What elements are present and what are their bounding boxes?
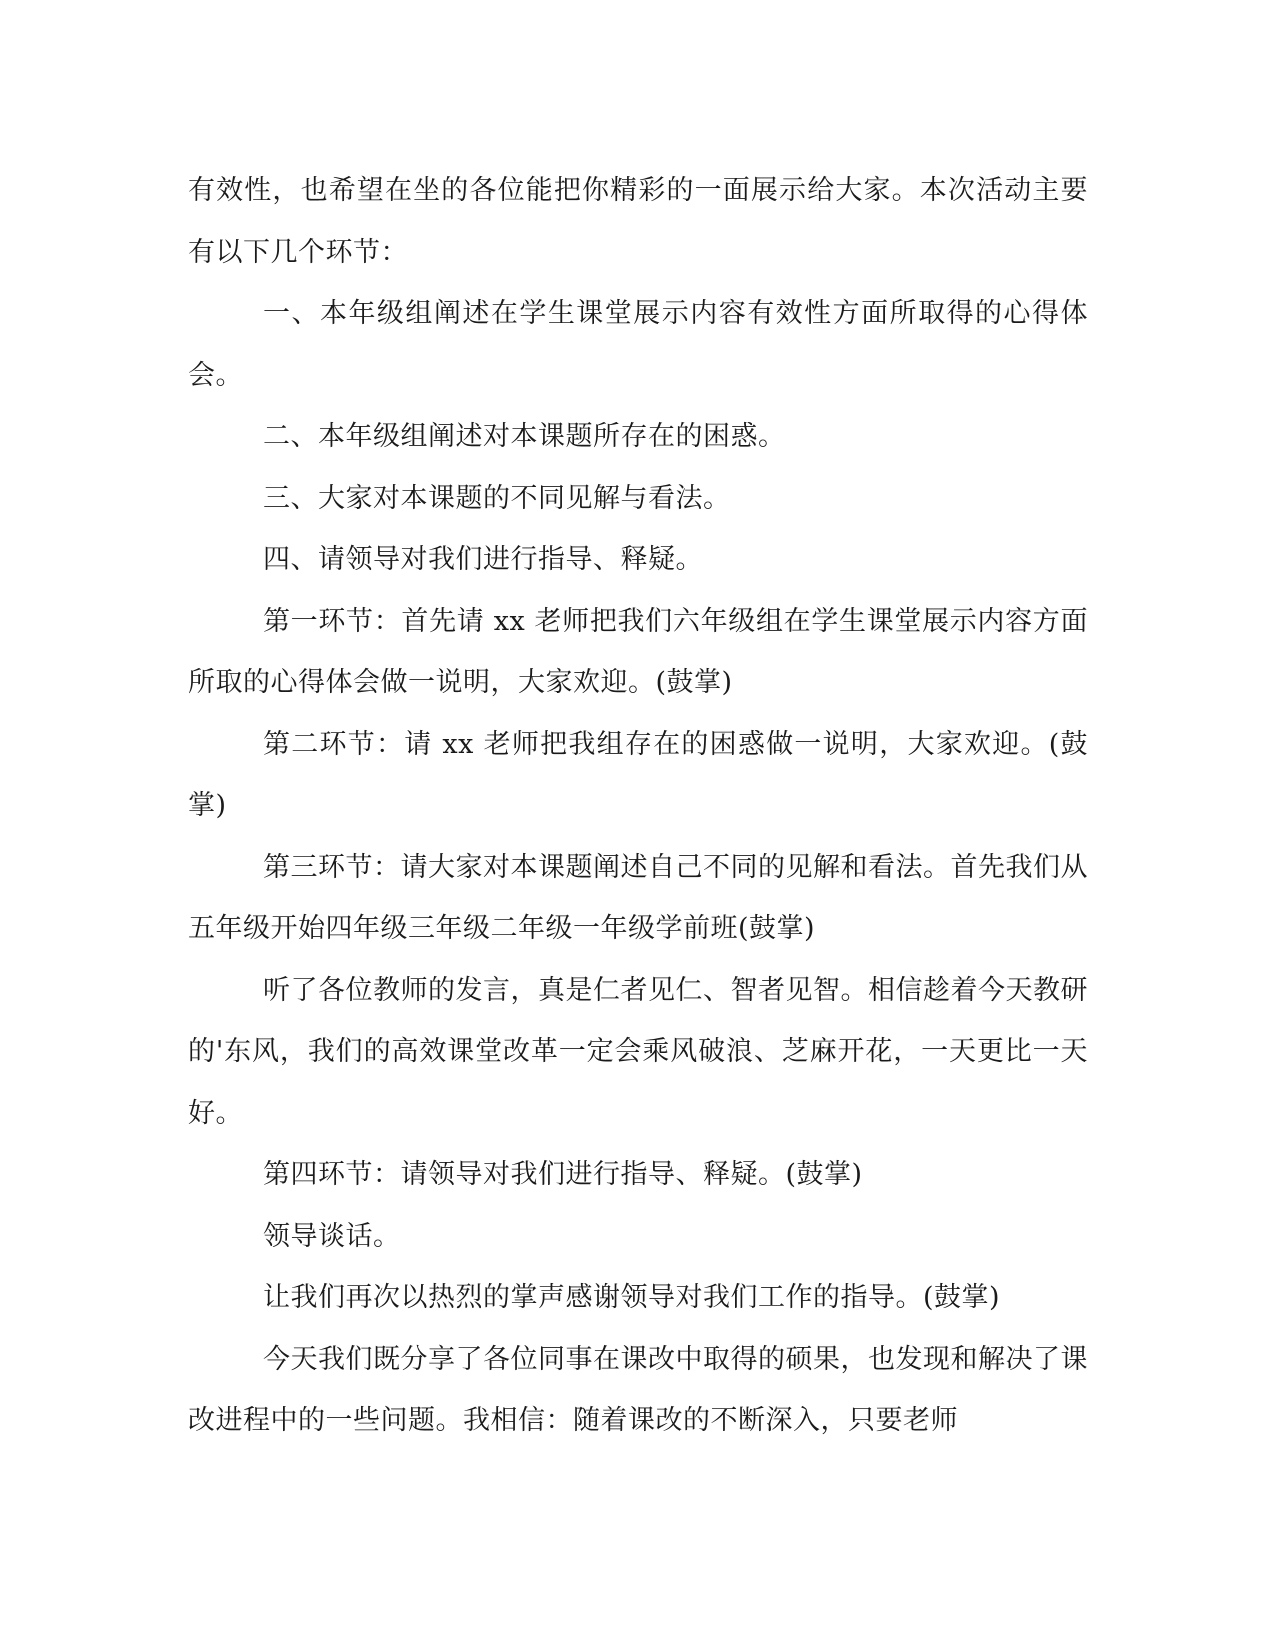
paragraph-session-4: 第四环节：请领导对我们进行指导、释疑。(鼓掌) (263, 1159, 863, 1190)
paragraph-session-2: 第二环节：请 xx 老师把我组存在的困惑做一说明，大家欢迎。(鼓掌) (188, 728, 1088, 821)
paragraph-intro: 有效性，也希望在坐的各位能把你精彩的一面展示给大家。本次活动主要有以下几个环节： (188, 175, 1088, 268)
paragraph-leader-talk: 领导谈话。 (263, 1220, 401, 1252)
document-body (188, 160, 1088, 1452)
paragraph-item-1: 一、本年级组阐述在学生课堂展示内容有效性方面所取得的心得体会。 (188, 298, 1088, 391)
paragraph-session-3: 第三环节：请大家对本课题阐述自己不同的见解和看法。首先我们从五年级开始四年级三年级二年级一年级学前班(鼓掌) (188, 851, 1088, 944)
paragraph-thanks: 让我们再次以热烈的掌声感谢领导对我们工作的指导。(鼓掌) (263, 1282, 1001, 1313)
paragraph-summary: 听了各位教师的发言，真是仁者见仁、智者见智。相信趁着今天教研的'东风，我们的高效课堂改革一定会乘风破浪、芝麻开花，一天更比一天好。 (188, 974, 1088, 1129)
paragraph-session-1: 第一环节：首先请 xx 老师把我们六年级组在学生课堂展示内容方面所取的心得体会做一说明，大家欢迎。(鼓掌) (188, 605, 1088, 698)
paragraph-item-3: 三、大家对本课题的不同见解与看法。 (263, 482, 731, 514)
paragraph-closing: 今天我们既分享了各位同事在课改中取得的硕果，也发现和解决了课改进程中的一些问题。我相信：随着课改的不断深入，只要老师 (188, 1343, 1088, 1436)
paragraph-item-4: 四、请领导对我们进行指导、释疑。 (263, 544, 703, 575)
paragraph-item-2: 二、本年级组阐述对本课题所存在的困惑。 (263, 421, 786, 452)
